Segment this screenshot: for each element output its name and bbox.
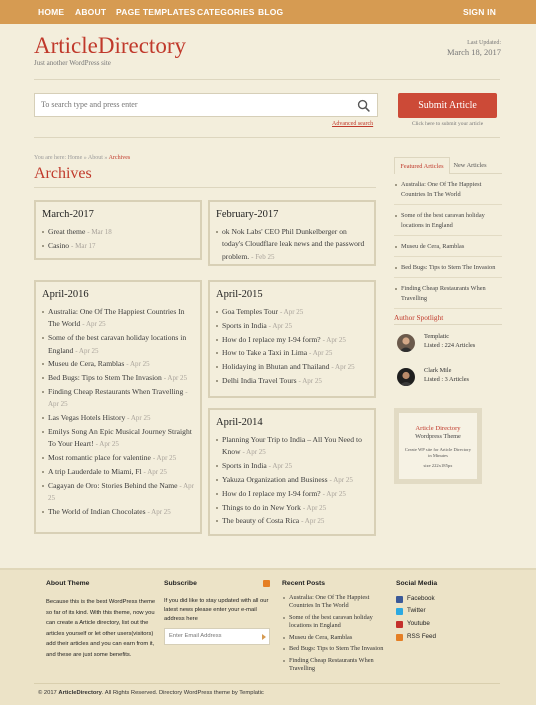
archive-month-box: [34, 200, 202, 260]
copyright-by: by Templatic: [230, 690, 264, 696]
archive-post-date: Apr 25: [333, 476, 353, 484]
archive-post-title[interactable]: Bed Bugs: Tips to Stem The Invasion: [48, 373, 162, 383]
author-name[interactable]: Templatic: [424, 333, 450, 340]
archive-post-date: Apr 25: [306, 503, 327, 512]
archive-month-title: April-2016: [42, 289, 89, 300]
submit-article-note: Click here to submit your article: [411, 121, 484, 127]
archive-post-title[interactable]: A trip Lauderdale to Miami, Fl: [48, 467, 142, 476]
author-spotlight-title: Author Spotlight: [394, 313, 444, 322]
list-item[interactable]: The beauty of Costa Rica - Apr 25: [216, 515, 368, 527]
list-item[interactable]: Things to do in New York - Apr 25: [216, 502, 368, 514]
ad-title: Article Directory: [415, 425, 461, 432]
archive-month-box: [34, 280, 202, 534]
search-input[interactable]: [41, 100, 341, 109]
list-item[interactable]: Bed Bugs: Tips to Stem The Invasion - Apr 25: [42, 372, 194, 384]
archive-post-title[interactable]: Australia: One Of The Happiest Countries In The World: [48, 307, 185, 329]
list-item[interactable]: Australia: One Of The Happiest Countries In The World: [394, 178, 502, 205]
archive-month-box: [208, 200, 376, 266]
archive-post-title[interactable]: ok Nok Labs' CEO Phil Dunkelberger on today's Cloudflare leak news and the password problem.: [222, 227, 365, 261]
youtube-icon[interactable]: [396, 621, 403, 628]
list-item[interactable]: Cagayan de Oro: Stories Behind the Name - Apr 25: [42, 480, 194, 505]
sidebar-tabs: [394, 157, 502, 174]
list-item[interactable]: Emilys Song An Epic Musical Journey Straight To Your Heart! - Apr 25: [42, 426, 194, 451]
list-item[interactable]: Holidaying in Bhutan and Thailand - Apr 25: [216, 361, 368, 373]
archive-post-title[interactable]: Cagayan de Oro: Stories Behind the Name: [48, 480, 178, 490]
list-item[interactable]: How do I replace my I-94 form? - Apr 25: [216, 488, 368, 500]
facebook-icon[interactable]: [396, 596, 403, 603]
archive-post-date: Apr 25: [48, 481, 194, 503]
archive-post-date: Apr 25: [48, 400, 68, 409]
author-article-count: Listed : 3 Articles: [424, 376, 469, 383]
nav-home[interactable]: HOME: [38, 7, 65, 17]
archive-month-title: April-2014: [216, 417, 263, 428]
archive-post-title[interactable]: Sports in India: [222, 461, 267, 471]
breadcrumb-home[interactable]: Home: [67, 155, 83, 161]
copyright-text: . All Rights Reserved.: [101, 690, 158, 696]
archive-post-title[interactable]: Museu de Cera, Ramblas: [48, 359, 125, 369]
title-divider: [34, 187, 376, 188]
search-divider: [34, 137, 500, 138]
list-item[interactable]: Some of the best caravan holiday locations in England: [394, 209, 502, 236]
archive-post-date: Apr 25: [312, 349, 333, 358]
archive-post-date: Feb 25: [255, 252, 275, 261]
archive-post-title[interactable]: How to Take a Taxi in Lima: [222, 348, 308, 358]
breadcrumb-prefix: You are here:: [34, 155, 67, 161]
archive-post-date: Apr 25: [147, 468, 167, 476]
site-title[interactable]: ArticleDirectory: [34, 33, 186, 58]
site-tagline: Just another WordPress site: [34, 59, 111, 67]
footer-about-title: About Theme: [46, 580, 90, 587]
list-item[interactable]: How do I replace my I-94 form? - Apr 25: [216, 334, 368, 346]
archive-post-date: Apr 25: [151, 508, 171, 516]
archive-month-title: February-2017: [216, 209, 279, 220]
ad-description: Create WP site for Article Directory in Minutes: [404, 447, 472, 458]
list-item[interactable]: Some of the best caravan holiday locations in England: [282, 614, 390, 631]
email-field[interactable]: [169, 633, 257, 639]
archive-post-title[interactable]: Delhi India Travel Tours: [222, 375, 297, 385]
archive-post-title[interactable]: Emilys Song An Epic Musical Journey Straight To Your Heart!: [48, 427, 192, 449]
avatar[interactable]: [397, 368, 415, 386]
archive-post-title[interactable]: The beauty of Costa Rica: [222, 516, 300, 526]
archive-post-title[interactable]: Planning Your Trip to India – All You Need to Know: [222, 435, 362, 457]
nav-categories[interactable]: CATEGORIES: [197, 7, 255, 17]
ad-subtitle: Wordpress Theme: [415, 433, 461, 440]
search-icon[interactable]: [357, 99, 370, 112]
archive-post-date: Apr 25: [130, 414, 151, 423]
archive-post-title[interactable]: Most romantic place for valentine: [48, 453, 151, 463]
archive-post-date: Mar 17: [75, 241, 96, 250]
list-item[interactable]: Bed Bugs: Tips to Stem The Invasion: [394, 261, 502, 278]
footer-subscribe-text: If you did like to stay updated with all our latest news please enter your e-mail address here: [164, 598, 269, 623]
social-youtube-link[interactable]: Youtube: [407, 620, 430, 627]
archive-post-date: Apr 25: [99, 440, 119, 449]
list-item[interactable]: Sports in India - Apr 25: [216, 460, 368, 472]
archive-post-date: Apr 25: [326, 335, 346, 344]
archive-post-date: Apr 25: [246, 448, 266, 457]
rss-icon[interactable]: [263, 580, 270, 587]
archive-post-date: Mar 18: [91, 228, 112, 236]
ad-size: size 222x185px: [423, 463, 453, 468]
list-item[interactable]: Museu de Cera, Ramblas: [282, 634, 390, 642]
archive-post-date: Apr 25: [85, 320, 106, 329]
archive-post-title[interactable]: How do I replace my I-94 form?: [222, 488, 321, 498]
archive-post-title[interactable]: Las Vegas Hotels History: [48, 413, 126, 423]
list-item[interactable]: Finding Cheap Restaurants When Travelling: [282, 657, 390, 674]
top-nav: [0, 0, 536, 24]
recent-posts-list: [282, 594, 390, 676]
rss-feed-icon[interactable]: [396, 634, 403, 641]
tab-new-articles[interactable]: New Articles: [453, 162, 487, 169]
avatar[interactable]: [397, 334, 415, 352]
breadcrumb-about[interactable]: About: [87, 155, 103, 161]
list-item[interactable]: Casino - Mar 17: [42, 240, 194, 252]
nav-sign-in[interactable]: SIGN IN: [463, 7, 497, 17]
list-item[interactable]: Delhi India Travel Tours - Apr 25: [216, 375, 368, 387]
nav-blog[interactable]: BLOG: [258, 7, 284, 17]
list-item[interactable]: Goa Temples Tour - Apr 25: [216, 306, 368, 318]
archive-post-title[interactable]: Finding Cheap Restaurants When Travelling: [48, 387, 184, 396]
archive-post-date: Apr 25: [129, 360, 150, 369]
last-updated-date: March 18, 2017: [446, 47, 501, 57]
list-item[interactable]: The World of Indian Chocolates - Apr 25: [42, 506, 194, 518]
archive-post-title[interactable]: Some of the best caravan holiday locations in England: [48, 333, 187, 355]
list-item[interactable]: Bed Bugs: Tips to Stem The Invasion: [282, 645, 390, 653]
spotlight-divider: [394, 324, 502, 325]
twitter-icon[interactable]: [396, 608, 403, 615]
header-divider: [34, 79, 500, 80]
footer-about-text: Because this is the best WordPress theme so far of its kind. With this theme, now you can create a Article directory, list out the articles yourself or let other users(visitors) add their articles and you can earn from it, and these are just some benefits.: [46, 599, 156, 658]
archive-month-box: [208, 408, 376, 536]
copyright-site-link[interactable]: ArticleDirectory: [58, 690, 102, 696]
list-item[interactable]: Museu de Cera, Ramblas: [394, 240, 502, 257]
social-rss-link[interactable]: RSS Feed: [407, 633, 437, 640]
list-item[interactable]: Yakuza Organization and Business - Apr 25: [216, 474, 368, 486]
tab-featured-articles[interactable]: Featured Articles: [394, 157, 450, 174]
list-item[interactable]: Finding Cheap Restaurants When Travelling: [394, 282, 502, 309]
social-twitter-link[interactable]: Twitter: [407, 607, 426, 614]
archive-post-date: Apr 25: [272, 462, 292, 471]
breadcrumb: You are here: Home » About » Archives: [34, 155, 131, 161]
search-box: [34, 93, 378, 117]
archive-post-title[interactable]: Casino: [48, 240, 70, 250]
list-item[interactable]: ok Nok Labs' CEO Phil Dunkelberger on today's Cloudflare leak news and the password problem. - Feb 25: [216, 226, 368, 263]
list-item[interactable]: Planning Your Trip to India – All You Need to Know - Apr 25: [216, 434, 368, 459]
page-title: Archives: [34, 165, 92, 182]
featured-articles-list: [394, 178, 502, 313]
footer-divider: [34, 683, 500, 684]
advanced-search-link[interactable]: Advanced search: [332, 121, 374, 127]
archive-post-title[interactable]: Yakuza Organization and Business: [222, 475, 328, 484]
list-item[interactable]: A trip Lauderdale to Miami, Fl - Apr 25: [42, 466, 194, 478]
archive-post-title[interactable]: How do I replace my I-94 form?: [222, 334, 321, 344]
archive-month-title: March-2017: [42, 209, 94, 220]
copyright-year: © 2017: [38, 690, 57, 696]
breadcrumb-current: Archives: [108, 155, 131, 161]
archive-post-date: Apr 25: [272, 321, 292, 330]
list-item[interactable]: Las Vegas Hotels History - Apr 25: [42, 412, 194, 424]
list-item[interactable]: Some of the best caravan holiday locations in England - Apr 25: [42, 332, 194, 357]
nav-page-templates[interactable]: PAGE TEMPLATES: [116, 7, 196, 17]
archive-post-date: Apr 25: [326, 489, 346, 498]
archive-post-title[interactable]: Goa Temples Tour: [222, 307, 279, 316]
email-box: [164, 628, 270, 645]
sidebar-ad-banner[interactable]: [394, 408, 482, 484]
archive-post-title[interactable]: Things to do in New York: [222, 502, 301, 512]
list-item[interactable]: Australia: One Of The Happiest Countries In The World: [282, 594, 390, 611]
archive-post-date: Apr 25: [335, 363, 355, 372]
archive-month-box: [208, 280, 376, 398]
copyright-theme-link[interactable]: Directory WordPress theme: [158, 690, 231, 696]
footer-recent-title: Recent Posts: [282, 580, 326, 587]
subscribe-arrow-icon[interactable]: [262, 634, 266, 640]
archive-post-date: Apr 25: [283, 308, 304, 316]
last-updated-label: Last Updated:: [467, 40, 501, 46]
archive-post-date: Apr 25: [302, 376, 322, 385]
archive-post-title[interactable]: Holidaying in Bhutan and Thailand: [222, 362, 330, 372]
footer-social-title: Social Media: [396, 580, 438, 587]
archive-month-title: April-2015: [216, 289, 263, 300]
archive-post-title[interactable]: Sports in India: [222, 320, 267, 330]
archive-post-title[interactable]: Great theme: [48, 227, 86, 236]
archive-post-date: Apr 25: [156, 454, 177, 463]
author-photo-icon: [397, 334, 415, 352]
list-item[interactable]: How to Take a Taxi in Lima - Apr 25: [216, 347, 368, 359]
list-item[interactable]: Finding Cheap Restaurants When Travelling - Apr 25: [42, 386, 194, 411]
author-name[interactable]: Clark Mile: [424, 367, 452, 374]
archive-post-date: Apr 25: [167, 374, 188, 383]
author-article-count: Listed : 224 Articles: [424, 342, 476, 349]
list-item[interactable]: Sports in India - Apr 25: [216, 320, 368, 332]
copyright: [38, 690, 264, 696]
list-item[interactable]: Great theme - Mar 18: [42, 226, 194, 238]
list-item[interactable]: Museu de Cera, Ramblas - Apr 25: [42, 358, 194, 370]
archive-post-date: Apr 25: [78, 346, 99, 355]
social-facebook-link[interactable]: Facebook: [407, 595, 435, 602]
author-photo-icon: [397, 368, 415, 386]
archive-post-date: Apr 25: [304, 517, 325, 526]
list-item[interactable]: Australia: One Of The Happiest Countries In The World - Apr 25: [42, 306, 194, 331]
submit-article-button[interactable]: Submit Article: [398, 93, 497, 118]
archive-post-title[interactable]: The World of Indian Chocolates: [48, 507, 146, 516]
list-item[interactable]: Most romantic place for valentine - Apr 25: [42, 452, 194, 464]
footer-subscribe-title: Subscribe: [164, 580, 197, 587]
nav-about[interactable]: ABOUT: [75, 7, 107, 17]
